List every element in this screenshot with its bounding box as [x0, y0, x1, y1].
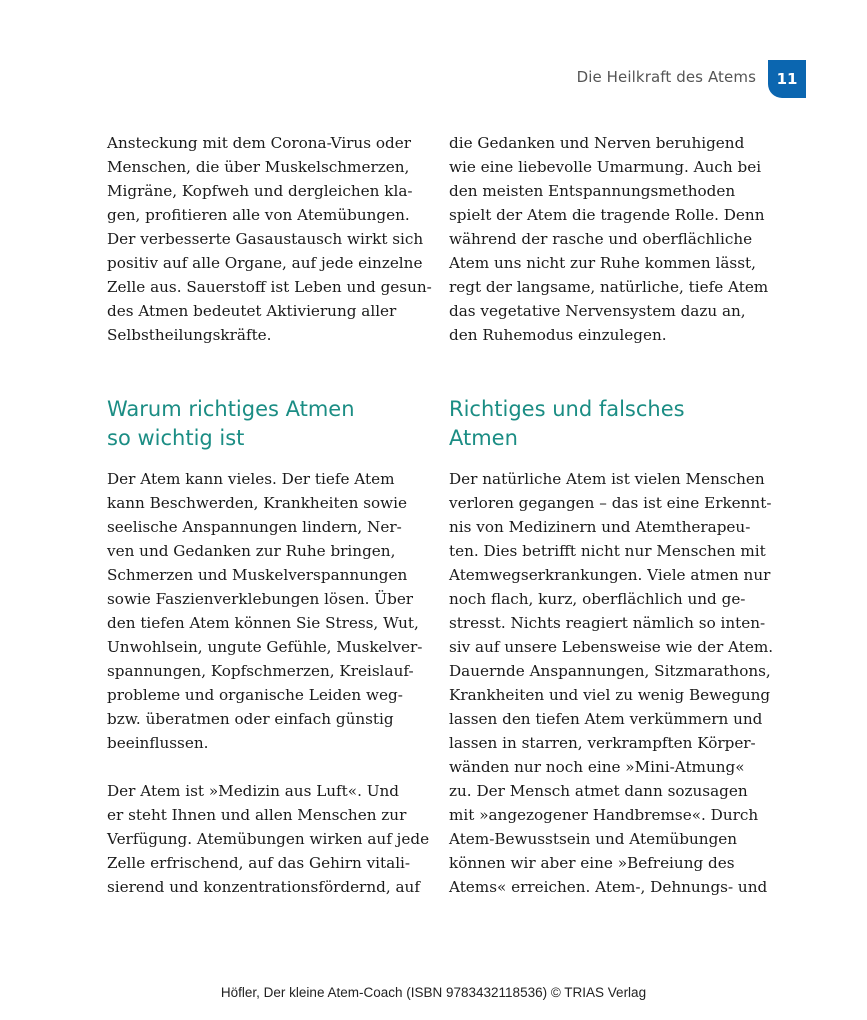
text-line: den meisten Entspannungsmethoden: [449, 182, 736, 200]
text-line: Atem-Bewusstsein und Atemübungen: [449, 830, 738, 848]
text-line: positiv auf alle Organe, auf jede einzelne: [107, 254, 423, 272]
text-line: des Atmen bedeutet Aktivierung aller: [107, 302, 397, 320]
text-line: Menschen, die über Muskelschmerzen,: [107, 158, 410, 176]
text-line: die Gedanken und Nerven beruhigend: [449, 134, 745, 152]
text-line: nis von Medizinern und Atemtherapeu-: [449, 518, 751, 536]
text-line: zu. Der Mensch atmet dann sozusagen: [449, 782, 748, 800]
text-line: Der Atem ist »Medizin aus Luft«. Und: [107, 782, 400, 800]
footer-citation: Höfler, Der kleine Atem-Coach (ISBN 9783432118536) © TRIAS Verlag: [220, 985, 647, 1000]
text-line: Der Atem kann vieles. Der tiefe Atem: [107, 470, 395, 488]
left-body-paragraph-1: [107, 467, 427, 755]
text-line: Atemwegserkrankungen. Viele atmen nur: [449, 566, 771, 584]
text-line: können wir aber eine »Befreiung des: [449, 854, 735, 872]
text-line: regt der langsame, natürliche, tiefe Atem: [449, 278, 769, 296]
text-line: er steht Ihnen und allen Menschen zur: [107, 806, 407, 824]
text-line: beeinflussen.: [107, 734, 209, 752]
text-line: Der natürliche Atem ist vielen Menschen: [449, 470, 765, 488]
text-line: ten. Dies betrifft nicht nur Menschen mit: [449, 542, 766, 560]
text-line: verloren gegangen – das ist eine Erkennt-: [449, 494, 772, 512]
text-line: Ansteckung mit dem Corona-Virus oder: [107, 134, 411, 152]
text-line: das vegetative Nervensystem dazu an,: [449, 302, 746, 320]
text-line: Zelle aus. Sauerstoff ist Leben und gesun-: [107, 278, 432, 296]
text-line: sowie Faszienverklebungen lösen. Über: [107, 590, 414, 608]
text-line: während der rasche und oberflächliche: [449, 230, 753, 248]
text-line: Atem uns nicht zur Ruhe kommen lässt,: [449, 254, 756, 272]
text-line: stresst. Nichts reagiert nämlich so inten-: [449, 614, 766, 632]
left-column: [107, 131, 432, 923]
text-line: Schmerzen und Muskelverspannungen: [107, 566, 408, 584]
text-line: Krankheiten und viel zu wenig Bewegung: [449, 686, 771, 704]
text-line: den Ruhemodus einzulegen.: [449, 326, 667, 344]
text-line: Atems« erreichen. Atem-, Dehnungs- und: [449, 878, 768, 896]
text-line: noch flach, kurz, oberflächlich und ge-: [449, 590, 746, 608]
running-head-title: Die Heilkraft des Atems: [576, 68, 756, 86]
text-line: spannungen, Kopfschmerzen, Kreislauf-: [107, 662, 414, 680]
text-line: spielt der Atem die tragende Rolle. Denn: [449, 206, 765, 224]
text-line: siv auf unsere Lebensweise wie der Atem.: [449, 638, 774, 656]
left-intro-paragraph: [107, 131, 432, 347]
text-line: Warum richtiges Atmen: [107, 397, 355, 421]
text-line: lassen in starren, verkrampften Körper-: [449, 734, 756, 752]
text-line: wänden nur noch eine »Mini-Atmung«: [449, 758, 745, 776]
left-body-paragraph-2: [107, 779, 430, 899]
text-line: kann Beschwerden, Krankheiten sowie: [107, 494, 408, 512]
text-line: sierend und konzentrationsfördernd, auf: [107, 878, 420, 896]
page-number-tab: 11: [768, 60, 806, 98]
text-line: Verfügung. Atemübungen wirken auf jede: [107, 830, 430, 848]
text-line: den tiefen Atem können Sie Stress, Wut,: [107, 614, 419, 632]
text-line: Der verbesserte Gasaustausch wirkt sich: [107, 230, 424, 248]
text-line: Atmen: [449, 426, 518, 450]
text-line: wie eine liebevolle Umarmung. Auch bei: [449, 158, 762, 176]
text-line: mit »angezogener Handbremse«. Durch: [449, 806, 759, 824]
text-line: probleme und organische Leiden weg-: [107, 686, 403, 704]
right-body-paragraph-1: [449, 467, 774, 899]
right-section-heading: [449, 395, 769, 453]
text-line: gen, profitieren alle von Atemübungen.: [107, 206, 410, 224]
right-intro-paragraph: [449, 131, 769, 347]
left-section-heading: [107, 395, 427, 453]
right-column: [449, 131, 774, 923]
text-line: Unwohlsein, ungute Gefühle, Muskelver-: [107, 638, 423, 656]
text-line: Dauernde Anspannungen, Sitzmarathons,: [449, 662, 771, 680]
text-line: lassen den tiefen Atem verkümmern und: [449, 710, 763, 728]
text-line: so wichtig ist: [107, 426, 245, 450]
text-line: bzw. überatmen oder einfach günstig: [107, 710, 394, 728]
text-line: Selbstheilungskräfte.: [107, 326, 272, 344]
text-line: ven und Gedanken zur Ruhe bringen,: [107, 542, 396, 560]
text-line: Richtiges und falsches: [449, 397, 685, 421]
text-line: Migräne, Kopfweh und dergleichen kla-: [107, 182, 413, 200]
text-line: Zelle erfrischend, auf das Gehirn vitali-: [107, 854, 411, 872]
text-line: seelische Anspannungen lindern, Ner-: [107, 518, 402, 536]
